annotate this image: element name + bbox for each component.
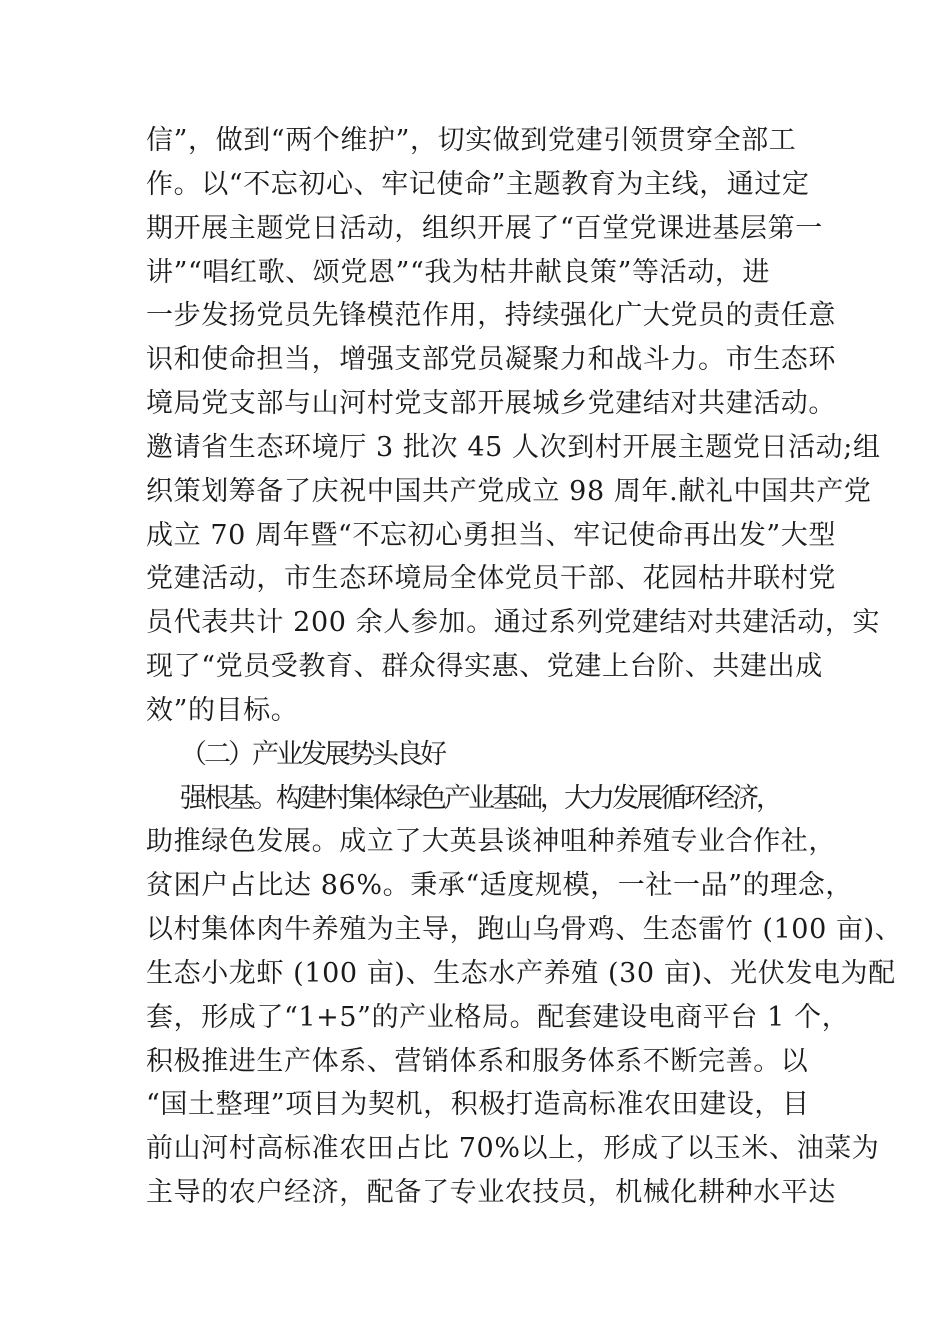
text-line: 效”的目标。 bbox=[146, 695, 299, 726]
text-line: 生态小龙虾 (100 亩)、生态水产养殖 (30 亩)、光伏发电为配 bbox=[146, 958, 896, 989]
text-line: “国土整理”项目为契机，积极打造高标准农田建设，目 bbox=[146, 1089, 810, 1120]
text-line: 助推绿色发展。成立了大英县谈神咀种养殖专业合作社， bbox=[146, 826, 836, 857]
text-line: 主导的农户经济，配备了专业农技员，机械化耕种水平达 bbox=[146, 1177, 836, 1208]
text-line: 成立 70 周年暨“不忘初心勇担当、牢记使命再出发”大型 bbox=[146, 520, 836, 551]
text-line: 识和使命担当，增强支部党员凝聚力和战斗力。市生态环 bbox=[146, 344, 836, 375]
text-line: 邀请省生态环境厅 3 批次 45 人次到村开展主题党日活动;组 bbox=[146, 432, 881, 463]
text-line: 作。以“不忘初心、牢记使命”主题教育为主线，通过定 bbox=[146, 169, 810, 200]
text-line: 员代表共计 200 余人参加。通过系列党建结对共建活动，实 bbox=[146, 607, 881, 638]
text-line: 现了“党员受教育、群众得实惠、党建上台阶、共建出成 bbox=[146, 651, 823, 682]
text-line: 一步发扬党员先锋模范作用，持续强化广大党员的责任意 bbox=[146, 300, 836, 331]
text-line: 套，形成了“1+5”的产业格局。配套建设电商平台 1 个， bbox=[146, 1002, 850, 1033]
text-line: 信”，做到“两个维护”，切实做到党建引领贯穿全部工 bbox=[146, 125, 797, 156]
text-line: 讲”“唱红歌、颂党恩”“我为枯井献良策”等活动，进 bbox=[146, 257, 771, 288]
section-heading: （二）产业发展势头良好 bbox=[180, 739, 444, 770]
text-line: 期开展主题党日活动，组织开展了“百堂党课进基层第一 bbox=[146, 213, 823, 244]
text-line: 以村集体肉牛养殖为主导，跑山乌骨鸡、生态雷竹 (100 亩)、 bbox=[146, 914, 903, 945]
text-line: 贫困户占比达 86%。秉承“适度规模，一社一品”的理念， bbox=[146, 870, 853, 901]
text-line: 前山河村高标准农田占比 70%以上，形成了以玉米、油菜为 bbox=[146, 1133, 880, 1164]
text-line: 积极推进生产体系、营销体系和服务体系不断完善。以 bbox=[146, 1046, 809, 1077]
text-line: 织策划筹备了庆祝中国共产党成立 98 周年.献礼中国共产党 bbox=[146, 476, 872, 507]
text-line: 境局党支部与山河村党支部开展城乡党建结对共建活动。 bbox=[146, 388, 836, 419]
text-line: 强根基。构建村集体绿色产业基础，大力发展循环经济， bbox=[180, 783, 780, 814]
text-line: 党建活动，市生态环境局全体党员干部、花园枯井联村党 bbox=[146, 563, 836, 594]
